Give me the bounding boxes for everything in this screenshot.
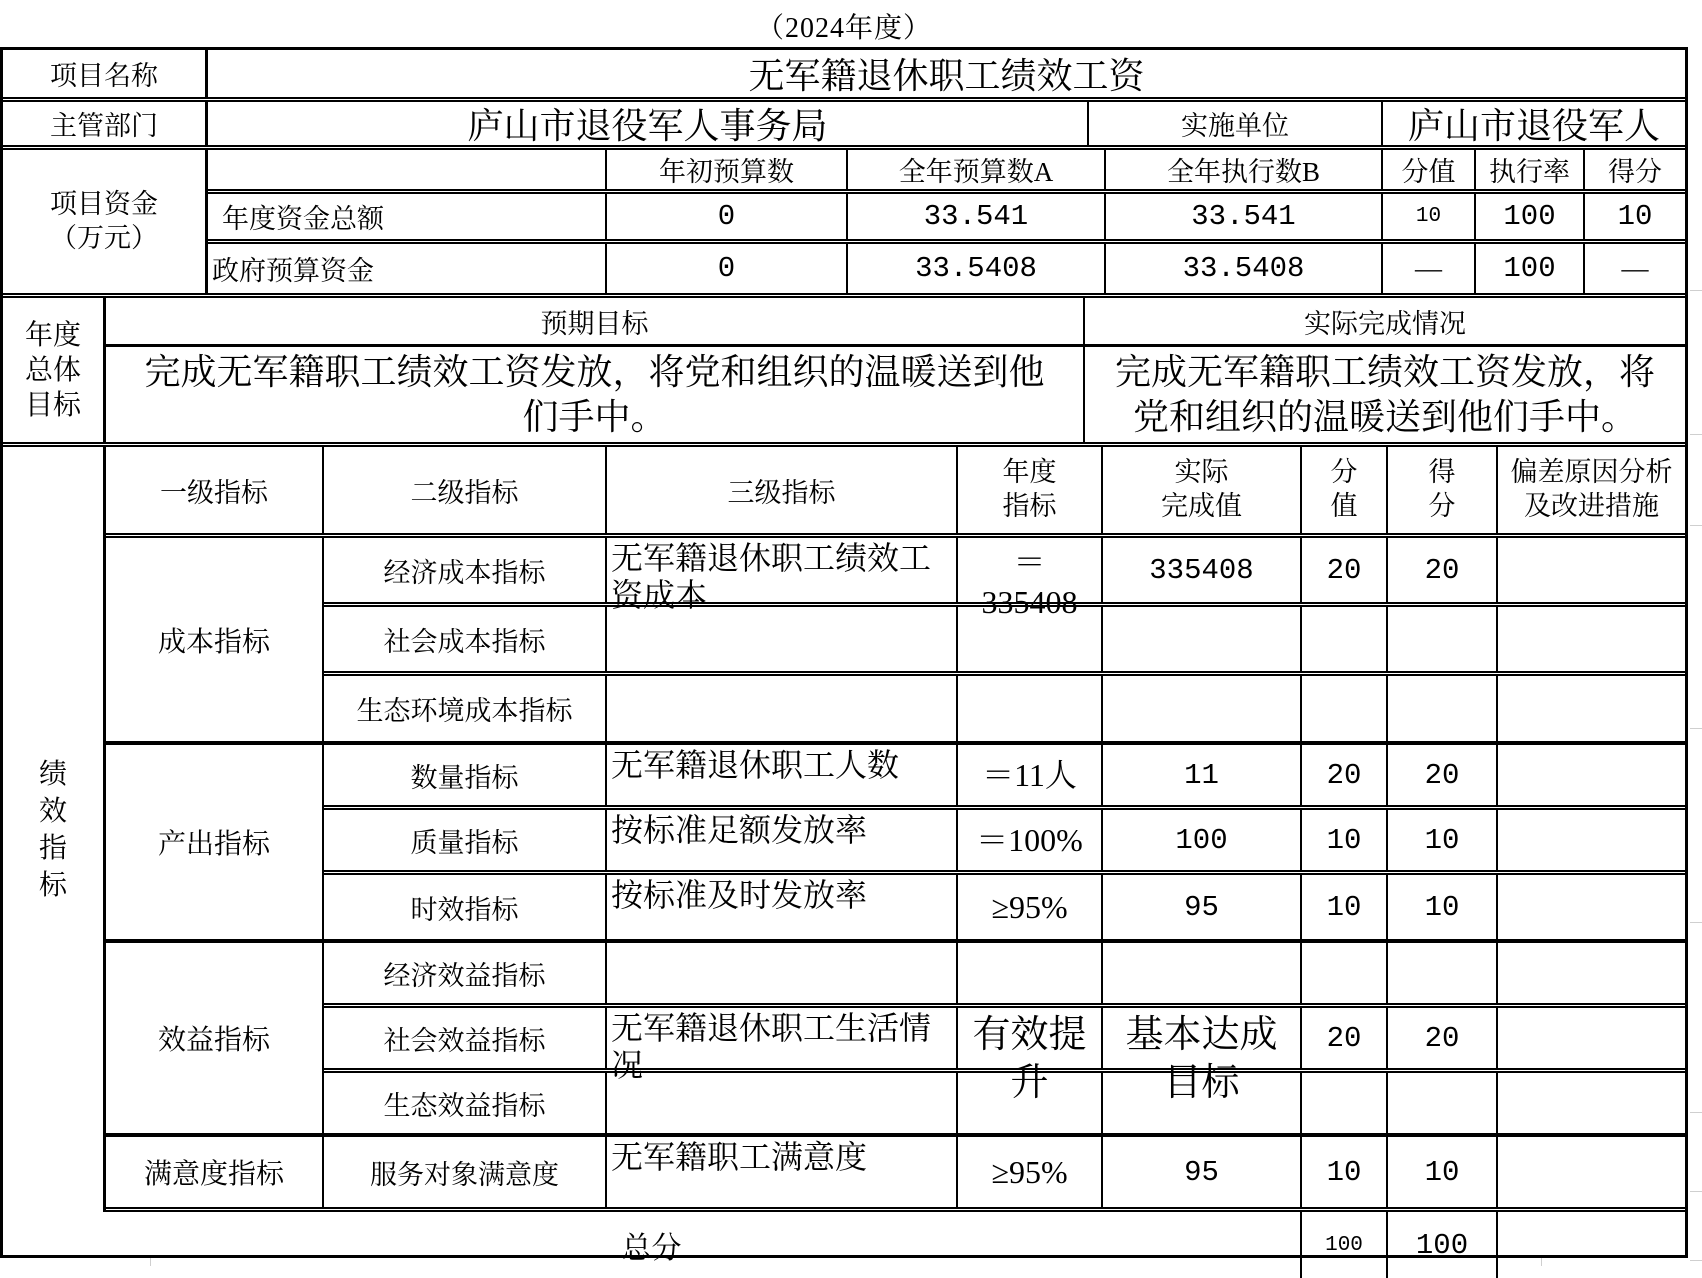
funding-blank-header	[208, 150, 607, 189]
level1-indicator: 效益指标	[106, 943, 324, 1133]
benefit-indicator-group	[106, 943, 1685, 1137]
score-value: 10	[1617, 200, 1653, 233]
score	[1388, 676, 1498, 741]
department-label: 主管部门	[3, 102, 208, 145]
annual-target: ≥95%	[958, 1137, 1103, 1207]
gridline	[1690, 1191, 1702, 1192]
level3-indicator	[607, 943, 958, 1003]
actual-value: 95	[1103, 1137, 1302, 1207]
level2-indicator: 质量指标	[324, 810, 607, 870]
indicator-section	[3, 447, 1685, 1212]
gridline	[1690, 434, 1702, 435]
funding-row-total	[208, 194, 1685, 244]
indicator-row	[324, 875, 1685, 939]
level2-indicator: 社会成本指标	[324, 607, 607, 671]
implementing-unit-label: 实施单位	[1089, 102, 1383, 145]
level2-indicator: 经济成本指标	[324, 538, 607, 602]
annual-target: 有效提 升	[958, 1008, 1103, 1068]
exec-rate-value: 100	[1476, 244, 1585, 293]
indicator-row	[324, 676, 1685, 741]
score-max-value: —	[1383, 244, 1476, 293]
goal-text-row	[106, 347, 1685, 442]
col-annual-target: 年度 指标	[958, 447, 1103, 533]
project-name-row	[3, 50, 1685, 102]
score: 20	[1388, 538, 1498, 602]
col-annual-budget-a: 全年预算数A	[848, 150, 1106, 189]
score-max	[1302, 1073, 1388, 1133]
actual-value: 335408	[1103, 538, 1302, 602]
level2-indicator: 经济效益指标	[324, 943, 607, 1003]
score	[1388, 1073, 1498, 1133]
annual-exec-b-value: 33.5408	[1106, 244, 1383, 293]
level1-indicator: 满意度指标	[106, 1137, 324, 1207]
project-name-label: 项目名称	[3, 50, 208, 97]
total-score: 100	[1388, 1212, 1498, 1278]
score-max: 20	[1302, 538, 1388, 602]
score-max-value: 10	[1383, 194, 1476, 239]
level2-indicator: 生态环境成本指标	[324, 676, 607, 741]
level2-indicator: 时效指标	[324, 875, 607, 939]
funding-label: 项目资金 （万元）	[3, 150, 208, 293]
score: 10	[1388, 810, 1498, 870]
col-score-max: 分 值	[1302, 447, 1388, 533]
annual-target	[958, 607, 1103, 671]
annual-goal-section	[3, 298, 1685, 447]
expected-goal-text: 完成无军籍职工绩效工资发放，将党和组织的温暖送到他 们手中。	[106, 347, 1085, 442]
gridline	[1690, 922, 1702, 923]
funding-row-gov	[208, 244, 1685, 293]
deviation-cell	[1498, 875, 1685, 939]
indicator-row	[324, 943, 1685, 1008]
level2-indicator: 生态效益指标	[324, 1073, 607, 1133]
col-deviation: 偏差原因分析 及改进措施	[1510, 457, 1673, 521]
col-annual-exec-b: 全年执行数B	[1106, 150, 1383, 189]
gridline	[1690, 290, 1702, 291]
actual-value	[1103, 1073, 1302, 1133]
actual-value	[1103, 943, 1302, 1003]
performance-report-table	[0, 47, 1688, 1265]
score: 10	[1388, 875, 1498, 939]
annual-exec-b-value: 33.541	[1106, 194, 1383, 239]
indicator-header-row	[106, 447, 1685, 538]
deviation-cell	[1498, 676, 1685, 741]
project-name-value: 无军籍退休职工绩效工资	[748, 56, 1145, 96]
score: 20	[1388, 1008, 1498, 1068]
deviation-cell	[1498, 943, 1685, 1003]
annual-target	[958, 676, 1103, 741]
level1-indicator: 成本指标	[106, 538, 324, 741]
level3-indicator: 按标准足额发放率	[607, 810, 958, 870]
indicator-row	[324, 745, 1685, 810]
deviation-cell	[1498, 810, 1685, 870]
level3-indicator: 无军籍退休职工人数	[607, 745, 958, 805]
score	[1388, 943, 1498, 1003]
gridline	[150, 1258, 151, 1266]
funding-row-label: 政府预算资金	[208, 244, 607, 293]
annual-target: ＝100%	[958, 810, 1103, 870]
initial-budget-value: 0	[607, 244, 848, 293]
annual-budget-a-value: 33.541	[848, 194, 1106, 239]
indicator-row	[324, 1073, 1685, 1133]
col-initial-budget: 年初预算数	[607, 150, 848, 189]
score: 10	[1388, 1137, 1498, 1207]
implementing-unit-value: 庐山市退役军人	[1407, 106, 1660, 146]
annual-target	[958, 943, 1103, 1003]
annual-target	[958, 1073, 1103, 1133]
annual-target: ≥95%	[958, 875, 1103, 939]
level2-indicator: 数量指标	[324, 745, 607, 805]
col-exec-rate: 执行率	[1476, 150, 1585, 189]
total-score-row	[3, 1212, 1685, 1278]
satisfaction-indicator-row	[106, 1137, 1685, 1212]
level3-indicator: 无军籍退休职工绩效工资成本	[607, 538, 958, 602]
deviation-cell	[1498, 607, 1685, 671]
annual-goal-label: 年度 总体 目标	[3, 298, 106, 442]
level3-indicator: 无军籍退休职工生活情况	[607, 1008, 958, 1068]
gridline	[1690, 525, 1702, 526]
gridline	[1690, 728, 1702, 729]
actual-value: 95	[1103, 875, 1302, 939]
goal-header-row	[106, 298, 1685, 347]
output-indicator-group	[106, 745, 1685, 943]
expected-goal-header: 预期目标	[106, 298, 1085, 344]
level3-indicator: 无军籍职工满意度	[607, 1137, 958, 1207]
report-year-title: （2024年度）	[755, 13, 932, 44]
initial-budget-value: 0	[607, 194, 848, 239]
funding-row-label: 年度资金总额	[208, 194, 607, 239]
level3-indicator: 按标准及时发放率	[607, 875, 958, 939]
gridline	[1690, 1112, 1702, 1113]
level3-indicator	[607, 676, 958, 741]
score-value: —	[1621, 253, 1649, 283]
score	[1388, 607, 1498, 671]
score-max	[1302, 607, 1388, 671]
indicator-row	[324, 810, 1685, 875]
actual-value	[1103, 676, 1302, 741]
col-level1: 一级指标	[106, 447, 324, 533]
score-max: 10	[1302, 875, 1388, 939]
gridline	[1690, 1260, 1702, 1261]
deviation-cell	[1498, 1073, 1685, 1133]
deviation-cell	[1498, 1137, 1685, 1207]
actual-result-text: 完成无军籍职工绩效工资发放，将 党和组织的温暖送到他们手中。	[1114, 351, 1655, 437]
cost-indicator-group	[106, 538, 1685, 745]
level3-indicator	[607, 1073, 958, 1133]
deviation-cell	[1498, 538, 1685, 602]
gridline	[1541, 1258, 1542, 1266]
deviation-cell	[1498, 745, 1685, 805]
actual-value: 基本达成 目标	[1103, 1008, 1302, 1068]
performance-indicator-label: 绩 效 指 标	[3, 447, 106, 1212]
score-max: 10	[1302, 1137, 1388, 1207]
level1-indicator: 产出指标	[106, 745, 324, 939]
department-value: 庐山市退役军人事务局	[208, 102, 1089, 145]
level2-indicator: 社会效益指标	[324, 1008, 607, 1068]
indicator-row	[324, 607, 1685, 676]
deviation-cell	[1498, 1212, 1685, 1278]
level2-indicator: 服务对象满意度	[324, 1137, 607, 1207]
indicator-row	[324, 1008, 1685, 1104]
indicator-row	[324, 538, 1685, 620]
actual-value: 11	[1103, 745, 1302, 805]
total-label: 总分	[3, 1212, 1302, 1278]
col-actual-value: 实际 完成值	[1103, 447, 1302, 533]
deviation-cell	[1498, 1008, 1685, 1068]
funding-header-row	[208, 150, 1685, 194]
score-max	[1302, 943, 1388, 1003]
col-score: 得分	[1608, 157, 1662, 187]
score-max: 10	[1302, 810, 1388, 870]
score: 20	[1388, 745, 1498, 805]
annual-target: ＝11人	[958, 745, 1103, 805]
actual-value: 100	[1103, 810, 1302, 870]
score-max	[1302, 676, 1388, 741]
funding-section	[3, 150, 1685, 298]
score-max: 20	[1302, 745, 1388, 805]
col-score: 得 分	[1388, 447, 1498, 533]
annual-target: ＝ 335408	[958, 538, 1103, 602]
department-row	[3, 102, 1685, 150]
level3-indicator	[607, 607, 958, 671]
actual-value	[1103, 607, 1302, 671]
actual-result-header: 实际完成情况	[1304, 308, 1466, 339]
score-max: 20	[1302, 1008, 1388, 1068]
annual-budget-a-value: 33.5408	[848, 244, 1106, 293]
col-score-max: 分值	[1383, 150, 1476, 189]
col-level2: 二级指标	[324, 447, 607, 533]
exec-rate-value: 100	[1476, 194, 1585, 239]
col-level3: 三级指标	[607, 447, 958, 533]
total-score-max: 100	[1302, 1212, 1388, 1278]
